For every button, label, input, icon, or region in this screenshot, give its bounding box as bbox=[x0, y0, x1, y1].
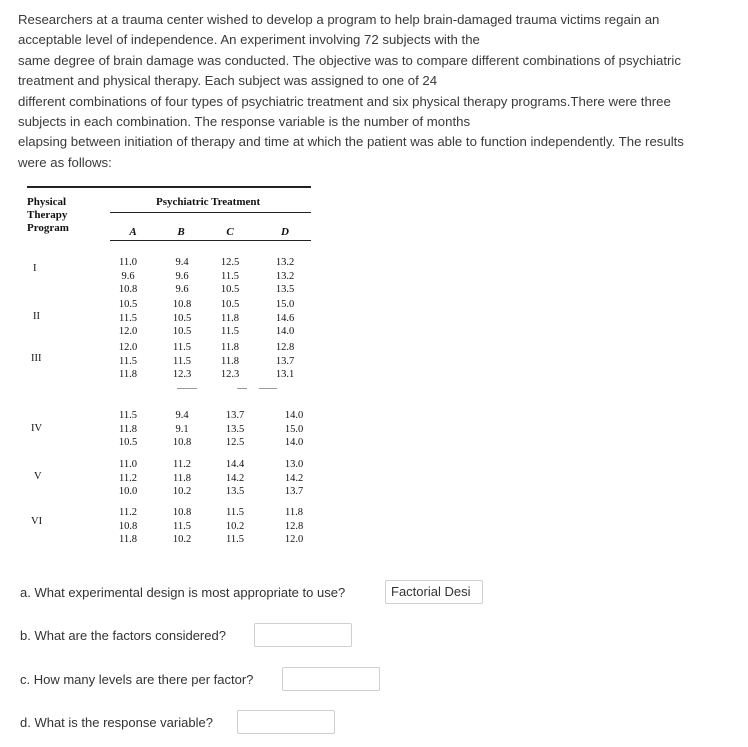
table-cell: 12.8 13.7 13.1 bbox=[275, 342, 295, 381]
table-cell: 11.2 10.8 11.8 bbox=[118, 507, 138, 546]
intro-line: subjects in each combination. The response variable is the number of months bbox=[18, 114, 471, 130]
column-group-header: Psychiatric Treatment bbox=[156, 196, 261, 208]
dash-mark bbox=[177, 388, 197, 389]
column-header-rule bbox=[110, 240, 311, 241]
row-label: VI bbox=[31, 516, 43, 527]
dash-mark bbox=[259, 388, 277, 389]
table-cell: 12.0 11.5 11.8 bbox=[118, 342, 138, 381]
intro-line: treatment and physical therapy. Each subject was assigned to one of 24 bbox=[18, 73, 438, 89]
dash-mark bbox=[237, 388, 247, 389]
table-cell: 11.0 11.2 10.0 bbox=[118, 459, 138, 498]
intro-line: were as follows: bbox=[18, 154, 112, 170]
row-label: II bbox=[33, 311, 40, 322]
intro-line: Researchers at a trauma center wished to develop a program to help brain-damaged trauma victims regain an bbox=[18, 12, 660, 27]
intro-line: same degree of brain damage was conducted. The objective was to compare different combinations of psychiatric bbox=[18, 52, 681, 68]
row-label: I bbox=[33, 263, 37, 274]
row-header-line: Therapy bbox=[27, 209, 68, 221]
table-cell: 11.5 10.2 11.5 bbox=[225, 507, 245, 546]
question-b-label: b. What are the factors considered? bbox=[20, 628, 226, 643]
table-cell: 10.8 10.5 10.5 bbox=[172, 299, 192, 338]
table-cell: 15.0 14.6 14.0 bbox=[275, 299, 295, 338]
intro-line: different combinations of four types of psychiatric treatment and six physical therapy programs.There were three bbox=[18, 93, 671, 109]
column-header: D bbox=[281, 226, 289, 238]
column-header: C bbox=[226, 226, 234, 238]
row-header-line: Physical bbox=[27, 196, 67, 208]
table-cell: 10.5 11.8 11.5 bbox=[220, 299, 240, 338]
row-header bbox=[27, 196, 69, 235]
group-header-rule bbox=[110, 212, 311, 213]
table-cell: 11.8 12.8 12.0 bbox=[284, 507, 304, 546]
table-cell: 11.2 11.8 10.2 bbox=[172, 459, 192, 498]
table-cell: 11.5 11.8 10.5 bbox=[118, 410, 138, 449]
question-d-label: d. What is the response variable? bbox=[20, 715, 213, 730]
factors-answer-input[interactable] bbox=[254, 623, 352, 647]
problem-statement bbox=[18, 10, 740, 173]
table-cell: 10.8 11.5 10.2 bbox=[172, 507, 192, 546]
question-c-label: c. How many levels are there per factor? bbox=[20, 672, 254, 687]
column-header: A bbox=[129, 226, 137, 238]
response-answer-input[interactable] bbox=[237, 710, 335, 734]
table-cell: 11.0 9.6 10.8 bbox=[118, 257, 138, 296]
row-label: IV bbox=[31, 423, 43, 434]
table-cell: 10.5 11.5 12.0 bbox=[118, 299, 138, 338]
levels-answer-input[interactable] bbox=[282, 667, 380, 691]
design-answer-input[interactable]: Factorial Desi bbox=[385, 580, 483, 604]
intro-line: acceptable level of independence. An experiment involving 72 subjects with the bbox=[18, 32, 480, 48]
intro-line: elapsing between initiation of therapy and time at which the patient was able to function independently. The results bbox=[18, 134, 684, 150]
table-cell: 13.7 13.5 12.5 bbox=[225, 410, 245, 449]
table-cell: 11.5 11.5 12.3 bbox=[172, 342, 192, 381]
table-cell: 14.4 14.2 13.5 bbox=[225, 459, 245, 498]
row-header-line: Program bbox=[27, 222, 69, 234]
table-top-rule bbox=[27, 186, 311, 188]
question-a-label: a. What experimental design is most appropriate to use? bbox=[20, 585, 346, 600]
table-cell: 14.0 15.0 14.0 bbox=[284, 410, 304, 449]
table-cell: 12.5 11.5 10.5 bbox=[220, 257, 240, 296]
row-label: III bbox=[31, 353, 42, 364]
table-cell: 9.4 9.6 9.6 bbox=[175, 257, 189, 296]
data-table bbox=[27, 186, 327, 556]
row-label: V bbox=[34, 471, 42, 482]
table-cell: 9.4 9.1 10.8 bbox=[172, 410, 192, 449]
table-cell: 13.0 14.2 13.7 bbox=[284, 459, 304, 498]
column-header: B bbox=[177, 226, 185, 238]
table-cell: 11.8 11.8 12.3 bbox=[220, 342, 240, 381]
table-cell: 13.2 13.2 13.5 bbox=[275, 257, 295, 296]
